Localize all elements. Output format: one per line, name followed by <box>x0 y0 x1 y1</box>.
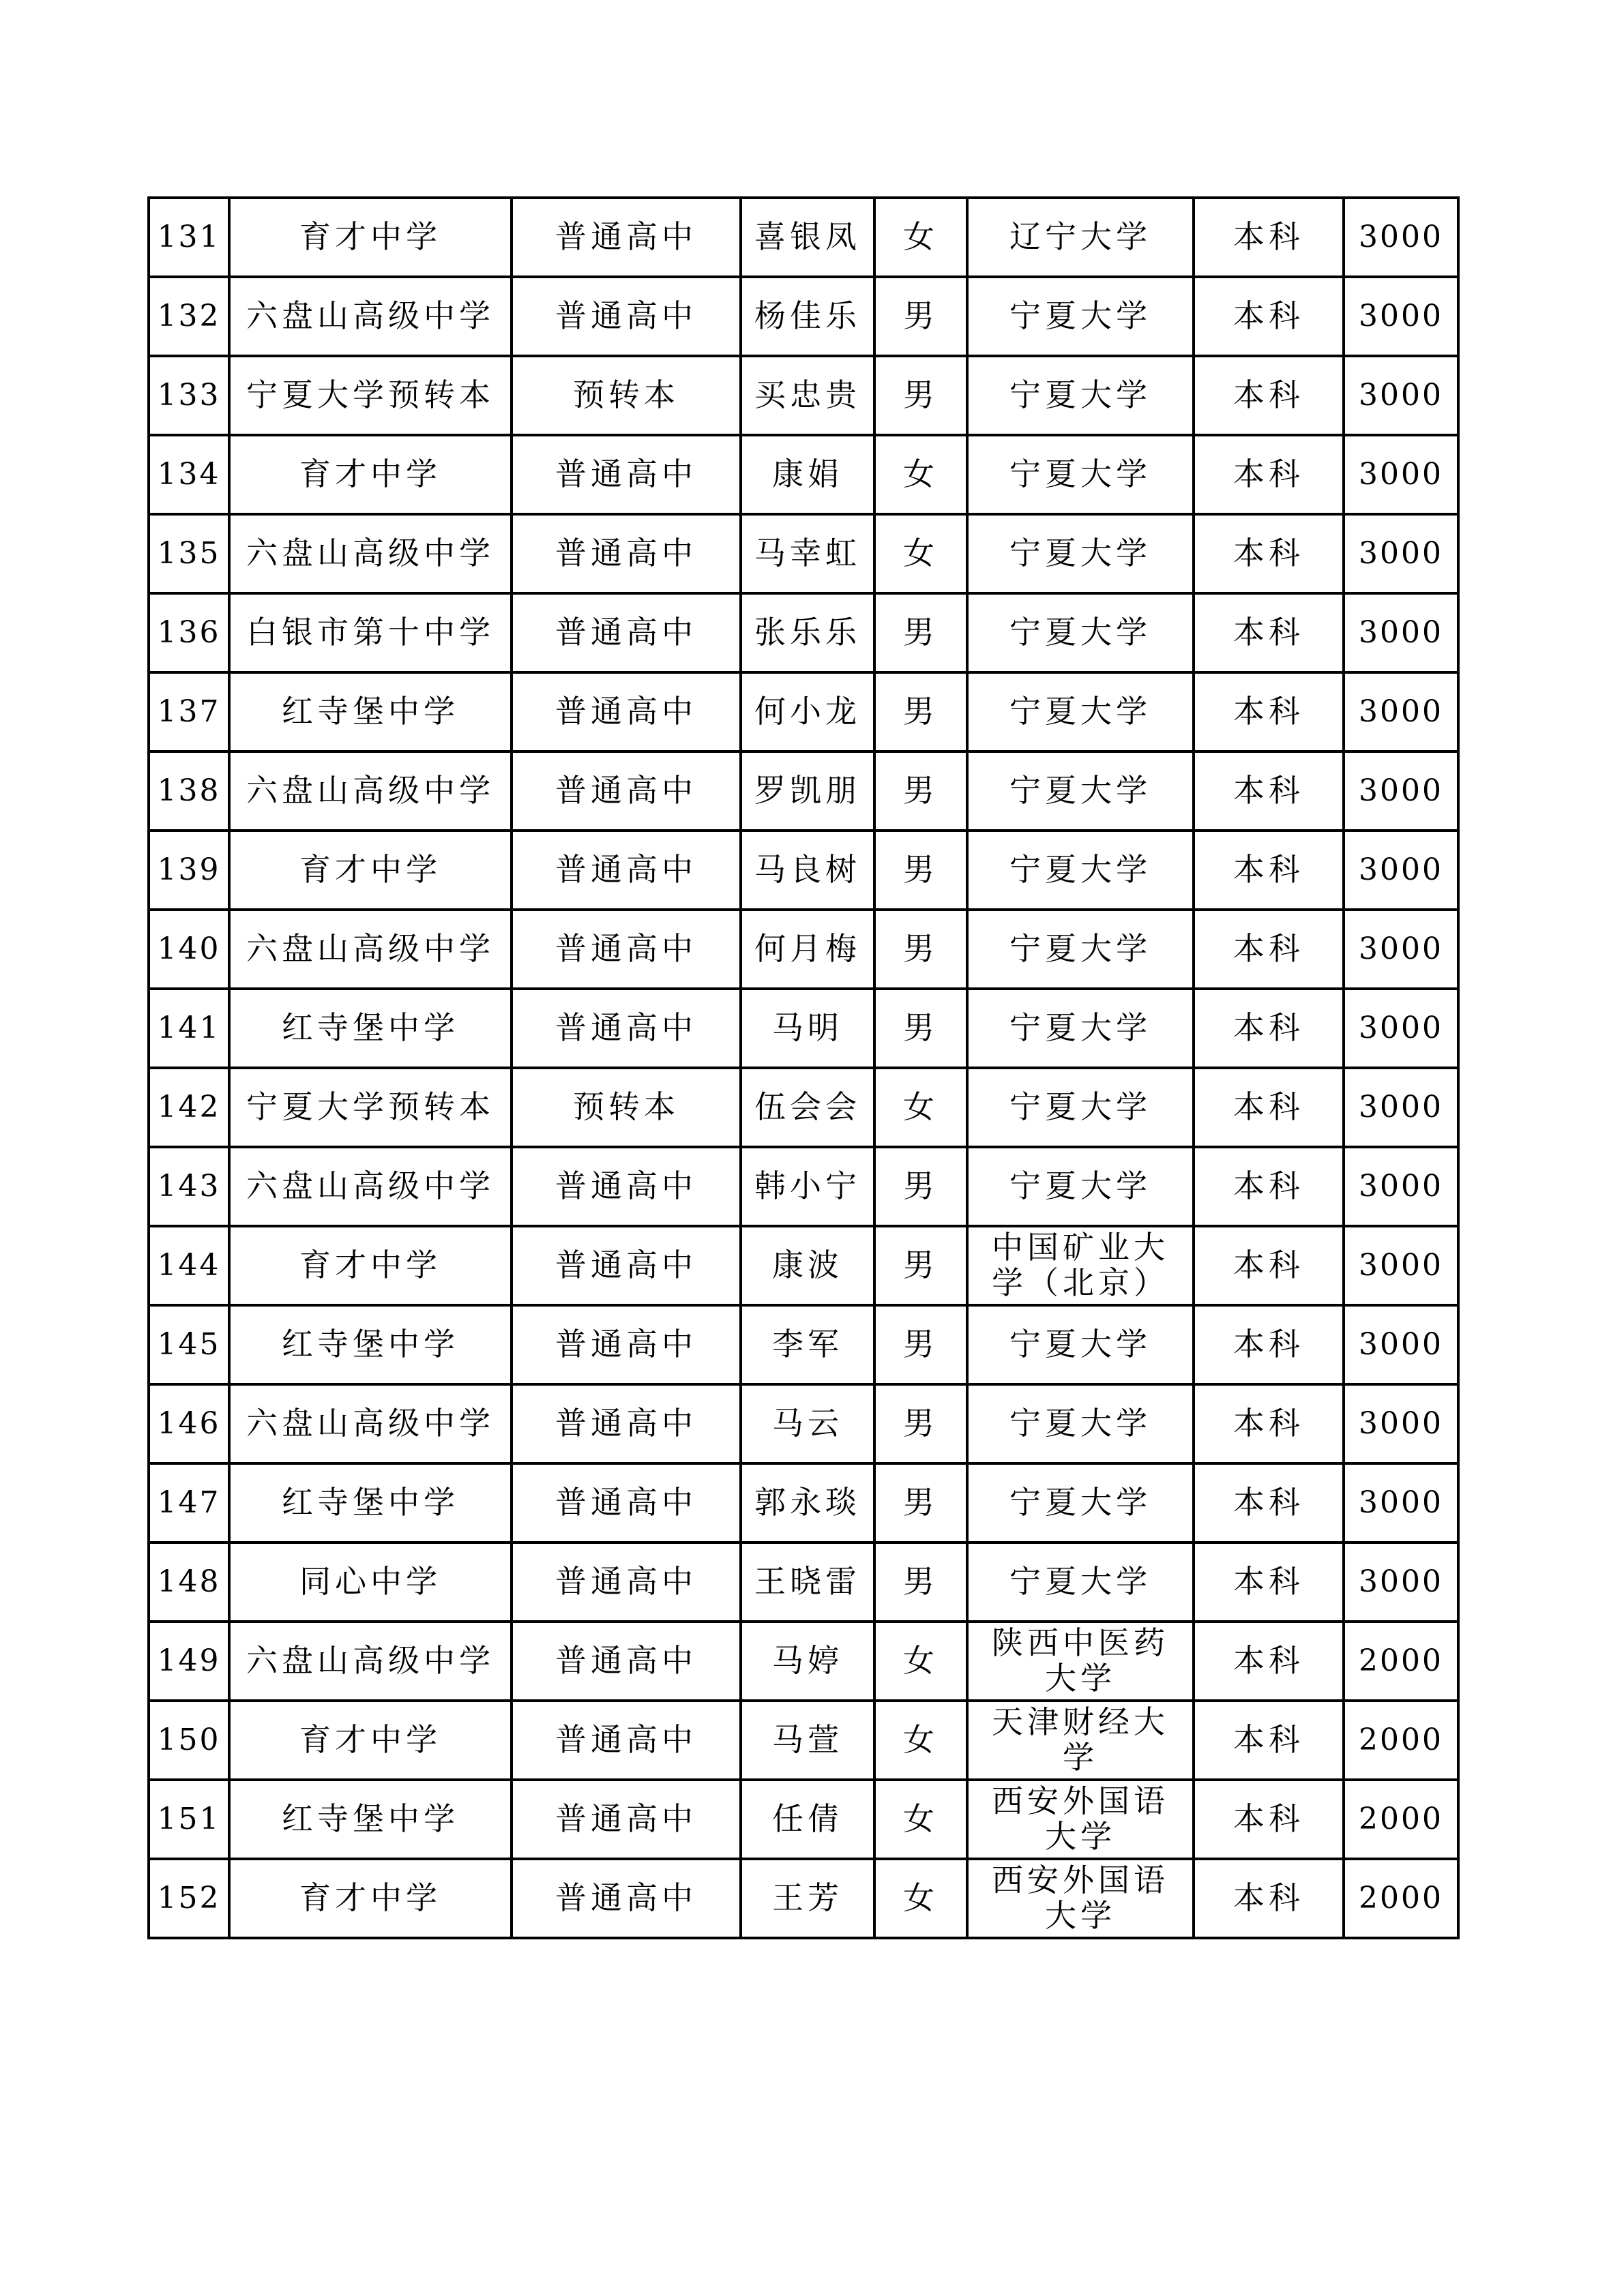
row-number-cell: 140 <box>149 910 229 989</box>
student-name-cell: 任倩 <box>741 1780 874 1859</box>
university-cell: 天津财经大学 <box>967 1701 1194 1780</box>
gender-cell: 男 <box>874 1226 967 1305</box>
university-cell: 宁夏大学 <box>967 1305 1194 1384</box>
school-cell: 育才中学 <box>229 1226 512 1305</box>
student-aid-table <box>147 196 1460 1939</box>
table-row <box>149 356 1458 435</box>
table-row <box>149 831 1458 910</box>
university-cell: 宁夏大学 <box>967 672 1194 751</box>
school-type-cell: 普通高中 <box>512 514 741 593</box>
university-cell: 宁夏大学 <box>967 1068 1194 1147</box>
table-row <box>149 1147 1458 1226</box>
student-name-cell: 张乐乐 <box>741 593 874 672</box>
gender-cell: 男 <box>874 356 967 435</box>
table-row <box>149 514 1458 593</box>
school-cell: 白银市第十中学 <box>229 593 512 672</box>
student-name-cell: 喜银凤 <box>741 198 874 277</box>
student-name-cell: 何月梅 <box>741 910 874 989</box>
aid-amount-cell: 3000 <box>1344 593 1458 672</box>
degree-level-cell: 本科 <box>1194 1147 1344 1226</box>
degree-level-cell: 本科 <box>1194 514 1344 593</box>
gender-cell: 女 <box>874 198 967 277</box>
student-name-cell: 康娟 <box>741 435 874 514</box>
aid-amount-cell: 2000 <box>1344 1622 1458 1701</box>
degree-level-cell: 本科 <box>1194 1226 1344 1305</box>
aid-amount-cell: 3000 <box>1344 435 1458 514</box>
table-row <box>149 989 1458 1068</box>
aid-amount-cell: 3000 <box>1344 198 1458 277</box>
row-number-cell: 147 <box>149 1463 229 1542</box>
row-number-cell: 145 <box>149 1305 229 1384</box>
degree-level-cell: 本科 <box>1194 672 1344 751</box>
student-name-cell: 王芳 <box>741 1859 874 1938</box>
aid-amount-cell: 3000 <box>1344 831 1458 910</box>
table-row <box>149 1463 1458 1542</box>
school-cell: 育才中学 <box>229 1701 512 1780</box>
degree-level-cell: 本科 <box>1194 1463 1344 1542</box>
aid-amount-cell: 3000 <box>1344 1384 1458 1463</box>
school-type-cell: 普通高中 <box>512 277 741 356</box>
aid-amount-cell: 3000 <box>1344 910 1458 989</box>
student-name-cell: 马良树 <box>741 831 874 910</box>
gender-cell: 女 <box>874 1622 967 1701</box>
school-cell: 宁夏大学预转本 <box>229 356 512 435</box>
row-number-cell: 146 <box>149 1384 229 1463</box>
student-name-cell: 李军 <box>741 1305 874 1384</box>
university-cell: 宁夏大学 <box>967 1147 1194 1226</box>
school-cell: 六盘山高级中学 <box>229 1384 512 1463</box>
aid-amount-cell: 3000 <box>1344 356 1458 435</box>
student-name-cell: 马萱 <box>741 1701 874 1780</box>
table-row <box>149 1305 1458 1384</box>
school-cell: 六盘山高级中学 <box>229 1622 512 1701</box>
row-number-cell: 148 <box>149 1542 229 1622</box>
school-type-cell: 普通高中 <box>512 1226 741 1305</box>
row-number-cell: 131 <box>149 198 229 277</box>
table-row <box>149 1384 1458 1463</box>
degree-level-cell: 本科 <box>1194 198 1344 277</box>
student-name-cell: 马幸虹 <box>741 514 874 593</box>
row-number-cell: 152 <box>149 1859 229 1938</box>
school-cell: 育才中学 <box>229 435 512 514</box>
table-row <box>149 1226 1458 1305</box>
degree-level-cell: 本科 <box>1194 1780 1344 1859</box>
school-cell: 六盘山高级中学 <box>229 514 512 593</box>
row-number-cell: 135 <box>149 514 229 593</box>
gender-cell: 女 <box>874 514 967 593</box>
school-type-cell: 普通高中 <box>512 989 741 1068</box>
university-cell: 宁夏大学 <box>967 435 1194 514</box>
gender-cell: 男 <box>874 1463 967 1542</box>
table-row <box>149 1622 1458 1701</box>
row-number-cell: 150 <box>149 1701 229 1780</box>
row-number-cell: 137 <box>149 672 229 751</box>
row-number-cell: 142 <box>149 1068 229 1147</box>
table-row <box>149 435 1458 514</box>
gender-cell: 男 <box>874 1384 967 1463</box>
student-aid-table-container <box>147 196 1460 1939</box>
school-type-cell: 普通高中 <box>512 1701 741 1780</box>
row-number-cell: 138 <box>149 751 229 831</box>
school-cell: 红寺堡中学 <box>229 989 512 1068</box>
table-row <box>149 198 1458 277</box>
aid-amount-cell: 3000 <box>1344 1305 1458 1384</box>
row-number-cell: 144 <box>149 1226 229 1305</box>
row-number-cell: 139 <box>149 831 229 910</box>
aid-amount-cell: 2000 <box>1344 1701 1458 1780</box>
aid-amount-cell: 3000 <box>1344 1147 1458 1226</box>
student-name-cell: 康波 <box>741 1226 874 1305</box>
degree-level-cell: 本科 <box>1194 435 1344 514</box>
school-type-cell: 普通高中 <box>512 910 741 989</box>
table-body <box>149 198 1458 1938</box>
degree-level-cell: 本科 <box>1194 1701 1344 1780</box>
row-number-cell: 143 <box>149 1147 229 1226</box>
gender-cell: 男 <box>874 831 967 910</box>
school-cell: 育才中学 <box>229 1859 512 1938</box>
university-cell: 宁夏大学 <box>967 1384 1194 1463</box>
aid-amount-cell: 3000 <box>1344 1226 1458 1305</box>
row-number-cell: 151 <box>149 1780 229 1859</box>
school-type-cell: 普通高中 <box>512 1147 741 1226</box>
student-name-cell: 马明 <box>741 989 874 1068</box>
gender-cell: 男 <box>874 1542 967 1622</box>
gender-cell: 男 <box>874 1305 967 1384</box>
aid-amount-cell: 3000 <box>1344 277 1458 356</box>
gender-cell: 男 <box>874 910 967 989</box>
gender-cell: 女 <box>874 1859 967 1938</box>
university-cell: 宁夏大学 <box>967 989 1194 1068</box>
school-cell: 六盘山高级中学 <box>229 910 512 989</box>
aid-amount-cell: 3000 <box>1344 672 1458 751</box>
degree-level-cell: 本科 <box>1194 277 1344 356</box>
degree-level-cell: 本科 <box>1194 1068 1344 1147</box>
school-type-cell: 普通高中 <box>512 435 741 514</box>
degree-level-cell: 本科 <box>1194 1859 1344 1938</box>
aid-amount-cell: 3000 <box>1344 1542 1458 1622</box>
gender-cell: 男 <box>874 593 967 672</box>
degree-level-cell: 本科 <box>1194 910 1344 989</box>
student-name-cell: 杨佳乐 <box>741 277 874 356</box>
gender-cell: 男 <box>874 751 967 831</box>
degree-level-cell: 本科 <box>1194 1305 1344 1384</box>
row-number-cell: 132 <box>149 277 229 356</box>
school-cell: 红寺堡中学 <box>229 1305 512 1384</box>
school-type-cell: 普通高中 <box>512 1622 741 1701</box>
aid-amount-cell: 3000 <box>1344 1068 1458 1147</box>
table-row <box>149 1859 1458 1938</box>
table-row <box>149 1701 1458 1780</box>
gender-cell: 女 <box>874 1068 967 1147</box>
gender-cell: 男 <box>874 672 967 751</box>
student-name-cell: 马云 <box>741 1384 874 1463</box>
degree-level-cell: 本科 <box>1194 1384 1344 1463</box>
degree-level-cell: 本科 <box>1194 831 1344 910</box>
school-type-cell: 普通高中 <box>512 1463 741 1542</box>
school-type-cell: 普通高中 <box>512 1780 741 1859</box>
row-number-cell: 141 <box>149 989 229 1068</box>
school-type-cell: 预转本 <box>512 356 741 435</box>
degree-level-cell: 本科 <box>1194 1622 1344 1701</box>
table-row <box>149 593 1458 672</box>
university-cell: 陕西中医药大学 <box>967 1622 1194 1701</box>
university-cell: 宁夏大学 <box>967 593 1194 672</box>
student-name-cell: 郭永琰 <box>741 1463 874 1542</box>
aid-amount-cell: 2000 <box>1344 1780 1458 1859</box>
aid-amount-cell: 3000 <box>1344 989 1458 1068</box>
university-cell: 宁夏大学 <box>967 514 1194 593</box>
school-cell: 红寺堡中学 <box>229 1780 512 1859</box>
university-cell: 宁夏大学 <box>967 1542 1194 1622</box>
gender-cell: 男 <box>874 989 967 1068</box>
aid-amount-cell: 3000 <box>1344 751 1458 831</box>
university-cell: 宁夏大学 <box>967 751 1194 831</box>
school-type-cell: 普通高中 <box>512 1859 741 1938</box>
row-number-cell: 136 <box>149 593 229 672</box>
table-row <box>149 1068 1458 1147</box>
university-cell: 宁夏大学 <box>967 910 1194 989</box>
student-name-cell: 伍会会 <box>741 1068 874 1147</box>
student-name-cell: 王晓雷 <box>741 1542 874 1622</box>
table-row <box>149 1780 1458 1859</box>
school-type-cell: 普通高中 <box>512 1384 741 1463</box>
degree-level-cell: 本科 <box>1194 1542 1344 1622</box>
row-number-cell: 133 <box>149 356 229 435</box>
school-type-cell: 普通高中 <box>512 593 741 672</box>
row-number-cell: 134 <box>149 435 229 514</box>
student-name-cell: 韩小宁 <box>741 1147 874 1226</box>
gender-cell: 女 <box>874 435 967 514</box>
university-cell: 宁夏大学 <box>967 277 1194 356</box>
degree-level-cell: 本科 <box>1194 751 1344 831</box>
university-cell: 宁夏大学 <box>967 1463 1194 1542</box>
row-number-cell: 149 <box>149 1622 229 1701</box>
table-row <box>149 751 1458 831</box>
school-cell: 育才中学 <box>229 831 512 910</box>
university-cell: 西安外国语大学 <box>967 1859 1194 1938</box>
school-type-cell: 普通高中 <box>512 198 741 277</box>
degree-level-cell: 本科 <box>1194 593 1344 672</box>
table-row <box>149 277 1458 356</box>
university-cell: 中国矿业大学（北京） <box>967 1226 1194 1305</box>
school-type-cell: 普通高中 <box>512 672 741 751</box>
aid-amount-cell: 2000 <box>1344 1859 1458 1938</box>
table-row <box>149 910 1458 989</box>
school-type-cell: 预转本 <box>512 1068 741 1147</box>
school-cell: 红寺堡中学 <box>229 672 512 751</box>
school-cell: 六盘山高级中学 <box>229 277 512 356</box>
aid-amount-cell: 3000 <box>1344 514 1458 593</box>
school-cell: 六盘山高级中学 <box>229 1147 512 1226</box>
school-type-cell: 普通高中 <box>512 1305 741 1384</box>
university-cell: 宁夏大学 <box>967 356 1194 435</box>
degree-level-cell: 本科 <box>1194 356 1344 435</box>
school-cell: 育才中学 <box>229 198 512 277</box>
student-name-cell: 马婷 <box>741 1622 874 1701</box>
table-row <box>149 1542 1458 1622</box>
aid-amount-cell: 3000 <box>1344 1463 1458 1542</box>
school-type-cell: 普通高中 <box>512 1542 741 1622</box>
student-name-cell: 罗凯朋 <box>741 751 874 831</box>
school-cell: 红寺堡中学 <box>229 1463 512 1542</box>
school-type-cell: 普通高中 <box>512 751 741 831</box>
school-cell: 宁夏大学预转本 <box>229 1068 512 1147</box>
school-cell: 六盘山高级中学 <box>229 751 512 831</box>
student-name-cell: 买忠贵 <box>741 356 874 435</box>
university-cell: 宁夏大学 <box>967 831 1194 910</box>
gender-cell: 女 <box>874 1701 967 1780</box>
degree-level-cell: 本科 <box>1194 989 1344 1068</box>
gender-cell: 男 <box>874 1147 967 1226</box>
university-cell: 辽宁大学 <box>967 198 1194 277</box>
school-cell: 同心中学 <box>229 1542 512 1622</box>
school-type-cell: 普通高中 <box>512 831 741 910</box>
student-name-cell: 何小龙 <box>741 672 874 751</box>
university-cell: 西安外国语大学 <box>967 1780 1194 1859</box>
gender-cell: 女 <box>874 1780 967 1859</box>
table-row <box>149 672 1458 751</box>
gender-cell: 男 <box>874 277 967 356</box>
